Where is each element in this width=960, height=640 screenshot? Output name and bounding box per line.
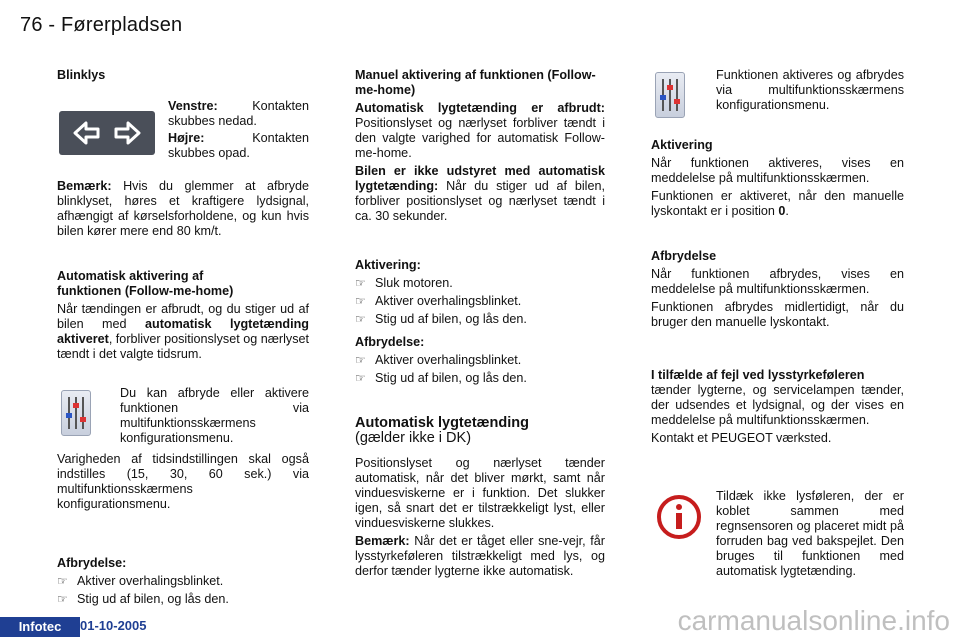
config-menu-icon (655, 72, 685, 118)
bullet-hand-icon: ☞ (355, 312, 366, 326)
intro-text: Funktionen aktiveres og afbrydes via multifunktionsskærmens konfigurationsmenu. (716, 68, 904, 112)
auto-text-2: , forbliver positionslyset og nærlyset tændt i det valgte tidsrum. (57, 332, 309, 361)
bemaerk-text: Hvis du glemmer at afbryde blinklyset, høres et kraftigere lydsignal, afhængigt af kørselsforholdene, og kun hvis bilen kører mere end 80 km/t. (57, 179, 309, 238)
bullet-hand-icon: ☞ (355, 353, 366, 367)
auto-text-bold: automatisk lygtetænding aktiveret (57, 317, 310, 346)
column-2: Manuel aktivering af funktionen (Follow-me-home) Automatisk lygtetænding er afbrudt: Positionslyset og nærlyset forbliver tændt i den valgte varighed for automatisk Follow-me-home. Bilen er ikke udstyret med automatisk lygtetænding: Når du stiger ud af bilen, forbliver positionslyset og nærlyset tændt i ca. 30 sekunder. Aktivering: ☞ Sluk motoren. ☞ Aktiver overhalingsblinket. ☞ Stig ud af bilen, og lås den. Afbrydelse: ☞ Aktiver overhalingsblinket. ☞ Stig ud af bilen, og lås den. Automatisk lygtetænding (gælder ikke i DK) Positionslyset og nærlyset tænder automatisk, når det bliver mørkt, samt når vinduesviskerne er i funktion. Det slukker igen, så snart det er tilstrækkeligt lyst, eller vinduesviskerne slukkes. Bemærk: Når det er tåget eller sne-vejr, får lysstyrkeføleren tilstrækkeligt med lys, og derfor tænder lygterne ikke automatisk. (355, 68, 605, 578)
footer-date: 01-10-2005 (80, 618, 147, 633)
warning-text: Tildæk ikke lysføleren, der er koblet sammen med regnsensoren og placeret midt på forruden bag ved bakspejlet. Den bruges til funktionen med automatisk lygtetænding. (716, 489, 904, 578)
list-item: ☞ Aktiver overhalingsblinket. (57, 574, 224, 588)
section-title-blinklys: Blinklys (57, 68, 106, 82)
afbrydelse-title-2: Afbrydelse: (355, 335, 425, 349)
bullet-hand-icon: ☞ (355, 276, 366, 290)
auto-lyg-text: Positionslyset og nærlyset tænder automatisk, når det bliver mørkt, samt når vinduesviskerne er i funktion. Det slukker igen, så snart det er tilstrækkeligt lyst, eller vinduesviskerne slukkes. (355, 456, 605, 530)
auto-text-1: Når tændingen er afbrudt, og du stiger ud af bilen med (57, 302, 309, 331)
venstre-text: Kontakten skubbes nedad. (168, 99, 309, 128)
afbryd-note: Du kan afbryde eller aktivere funktionen via multifunktionsskærmens konfigurationsmenu. (120, 386, 309, 445)
auto-lyg-sub: (gælder ikke i DK) (355, 430, 472, 446)
column-1 (57, 68, 309, 607)
list-item: ☞ Stig ud af bilen, og lås den. (355, 312, 527, 326)
list-item: ☞ Aktiver overhalingsblinket. (355, 353, 522, 367)
aktivering-title: Aktivering: (355, 258, 421, 272)
warning-info-icon (655, 493, 703, 541)
column-3: Funktionen aktiveres og afbrydes via multifunktionsskærmens konfigurationsmenu. Aktivering Når funktionen aktiveres, vises en meddelelse på multifunktionsskærmen. Funktionen er aktiveret, når den manuelle lyskontakt er i position 0. Afbrydelse Når funktionen afbrydes, vises en meddelelse på multifunktionsskærmen. Funktionen afbrydes midlertidigt, når du bruger den manuelle lyskontakt. I tilfælde af fejl ved lysstyrkeføleren tænder lygterne, og servicelampen tænder, der udsendes et lydsignal, og der vises en meddelelse på multifunktionsskærmen. Kontakt et PEUGEOT værksted. Tildæk ikke lysføleren, der er koblet sammen med regnsensoren og placeret midt på forruden bag ved bakspejlet. Den bruges til funktionen med automatisk lygtetænding. (651, 68, 904, 578)
arrow-left-right-icon (72, 120, 142, 146)
bemaerk-label: Bemærk: (57, 179, 112, 193)
aktivering-title-3: Aktivering (651, 138, 713, 152)
bullet-hand-icon: ☞ (57, 574, 68, 588)
turn-signal-icon (59, 111, 155, 155)
page-title: 76 - Førerpladsen (20, 14, 183, 36)
auto-title-2: funktionen (Follow-me-home) (57, 284, 234, 298)
watermark: carmanualsonline.info (677, 605, 950, 636)
list-item: ☞ Aktiver overhalingsblinket. (355, 294, 522, 308)
manuel-title: Manuel aktivering af funktionen (Follow-me-home) (355, 68, 596, 97)
infotec-badge: Infotec (0, 617, 80, 637)
config-menu-icon (61, 390, 91, 436)
hoejre-text: Kontakten skubbes opad. (168, 131, 309, 160)
bullet-hand-icon: ☞ (355, 294, 366, 308)
afbrydelse-title-1: Afbrydelse: (57, 556, 127, 570)
bullet-hand-icon: ☞ (57, 592, 68, 606)
hoejre-label: Højre: (168, 131, 205, 145)
varighed-text: Varigheden af tidsindstillingen skal også indstilles (15, 30, 60 sek.) via multifunktionsskærmens konfigurationsmenu. (57, 452, 309, 511)
afbrydelse-title-3: Afbrydelse (651, 249, 717, 263)
fejl-title: I tilfælde af fejl ved lysstyrkeføleren (651, 368, 865, 382)
list-item: ☞ Stig ud af bilen, og lås den. (57, 592, 229, 606)
auto-title-1: Automatisk aktivering af (57, 269, 204, 283)
venstre-label: Venstre: (168, 99, 218, 113)
list-item: ☞ Sluk motoren. (355, 276, 453, 290)
auto-lyg-title: Automatisk lygtetænding (355, 415, 530, 431)
list-item: ☞ Stig ud af bilen, og lås den. (355, 371, 527, 385)
bullet-hand-icon: ☞ (355, 371, 366, 385)
